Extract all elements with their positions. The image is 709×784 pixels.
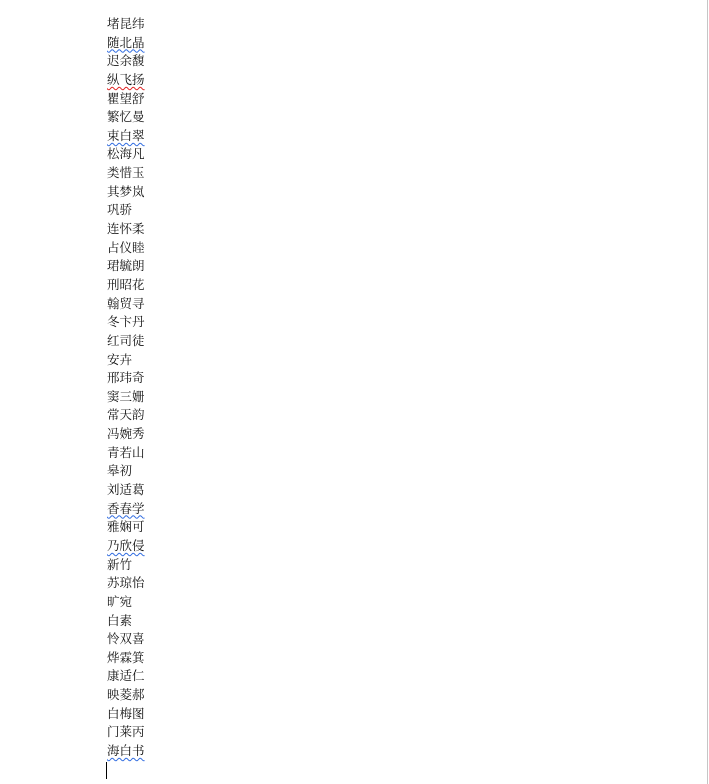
- page-edge-divider: [707, 0, 708, 784]
- document-line[interactable]: 常天韵: [107, 407, 145, 423]
- document-line[interactable]: 苏琼怡: [107, 575, 145, 591]
- name-list[interactable]: [107, 15, 145, 761]
- document-line[interactable]: 乃欣侵: [107, 537, 145, 553]
- document-line[interactable]: 珺毓朗: [107, 258, 145, 274]
- document-line[interactable]: 刘适葛: [107, 482, 145, 498]
- document-line[interactable]: 旷宛: [107, 593, 133, 609]
- document-line[interactable]: 瞿望舒: [107, 90, 145, 106]
- document-line[interactable]: 皋初: [107, 463, 133, 479]
- document-line[interactable]: 康适仁: [107, 668, 145, 684]
- document-line[interactable]: 刑昭花: [107, 276, 145, 292]
- document-line[interactable]: 青若山: [107, 444, 145, 460]
- document-line[interactable]: 窦三姗: [107, 388, 145, 404]
- document-line[interactable]: 怜双喜: [107, 631, 145, 647]
- document-line[interactable]: 繁忆曼: [107, 109, 145, 125]
- document-line[interactable]: 占仪睦: [107, 239, 145, 255]
- document-line[interactable]: 其梦岚: [107, 183, 145, 199]
- document-line[interactable]: 雅娴可: [107, 519, 145, 535]
- document-line[interactable]: 连怀柔: [107, 221, 145, 237]
- document-line[interactable]: 类惜玉: [107, 165, 145, 181]
- document-line[interactable]: 巩骄: [107, 202, 133, 218]
- document-line[interactable]: 堵昆纬: [107, 16, 145, 31]
- document-line[interactable]: 映菱郝: [107, 687, 145, 703]
- document-line[interactable]: 香春学: [107, 500, 145, 516]
- document-line[interactable]: 纵飞扬: [107, 71, 145, 87]
- document-line[interactable]: 冯婉秀: [107, 426, 145, 442]
- document-line[interactable]: 白素: [107, 612, 133, 628]
- document-line[interactable]: 烨霖箕: [107, 649, 145, 665]
- document-line[interactable]: 随北晶: [107, 34, 145, 50]
- document-line[interactable]: 白梅图: [107, 705, 145, 721]
- document-line[interactable]: 翰贸寻: [107, 295, 145, 311]
- document-line[interactable]: 冬卞丹: [107, 314, 145, 330]
- document-line[interactable]: 新竹: [107, 556, 133, 572]
- document-line[interactable]: 邢玮奇: [107, 370, 145, 386]
- document-line[interactable]: 海白书: [107, 742, 145, 758]
- document-line[interactable]: 门莱丙: [107, 724, 145, 740]
- text-cursor: [106, 762, 107, 779]
- document-line[interactable]: 迟余馥: [107, 53, 145, 69]
- document-line[interactable]: 束白翠: [107, 127, 145, 143]
- document-line[interactable]: 红司徒: [107, 332, 145, 348]
- document-line[interactable]: 安卉: [107, 351, 133, 367]
- document-line[interactable]: 松海凡: [107, 146, 145, 162]
